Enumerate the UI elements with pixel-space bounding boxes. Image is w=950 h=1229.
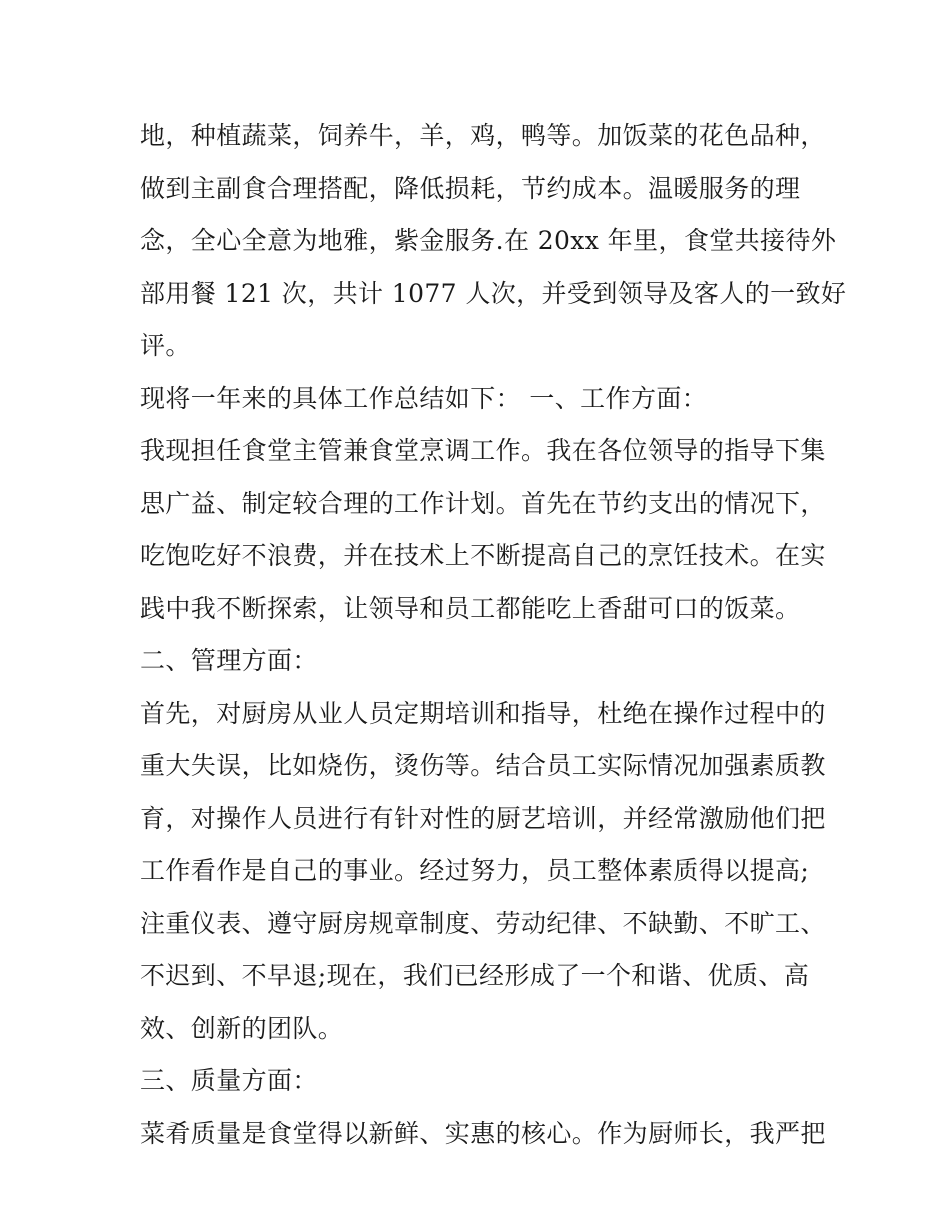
text-line: 效、创新的团队。 <box>140 1013 344 1043</box>
text-line: 地，种植蔬菜，饲养牛，羊，鸡，鸭等。加饭菜的花色品种， <box>140 121 826 150</box>
text-line: 思广益、制定较合理的工作计划。首先在节约支出的情况下， <box>140 488 826 518</box>
text-line: 首先，对厨房从业人员定期培训和指导，杜绝在操作过程中的 <box>140 698 826 728</box>
text-line: 不迟到、不早退;现在，我们已经形成了一个和谐、优质、高 <box>140 961 810 990</box>
section-intro-line: 现将一年来的具体工作总结如下： 一、工作方面： <box>140 383 708 413</box>
text-line: 践中我不断探索，让领导和员工都能吃上香甜可口的饭菜。 <box>140 593 801 623</box>
section-heading-management: 二、管理方面： <box>140 646 318 675</box>
text-line: 注重仪表、遵守厨房规章制度、劳动纪律、不缺勤、不旷工、 <box>140 908 826 938</box>
text-line: 重大失误，比如烧伤，烫伤等。结合员工实际情况加强素质教 <box>140 751 826 780</box>
text-line: 工作看作是自己的事业。经过努力，员工整体素质得以提高; <box>140 856 810 885</box>
document-body <box>140 110 847 1160</box>
section-heading-quality: 三、质量方面： <box>140 1066 318 1095</box>
text-line: 吃饱吃好不浪费，并在技术上不断提高自己的烹饪技术。在实 <box>140 541 826 570</box>
text-line: 念，全心全意为地雅，紫金服务.在 20xx 年里，食堂共接待外 <box>140 226 837 255</box>
text-line: 部用餐 121 次，共计 1077 人次，并受到领导及客人的一致好 <box>140 278 847 308</box>
text-line: 菜肴质量是食堂得以新鲜、实惠的核心。作为厨师长，我严把 <box>140 1118 826 1148</box>
text-line: 评。 <box>140 331 191 360</box>
text-line: 我现担任食堂主管兼食堂烹调工作。我在各位领导的指导下集 <box>140 436 826 465</box>
text-line: 做到主副食合理搭配，降低损耗，节约成本。温暖服务的理 <box>140 173 801 203</box>
text-line: 育，对操作人员进行有针对性的厨艺培训，并经常激励他们把 <box>140 803 826 833</box>
